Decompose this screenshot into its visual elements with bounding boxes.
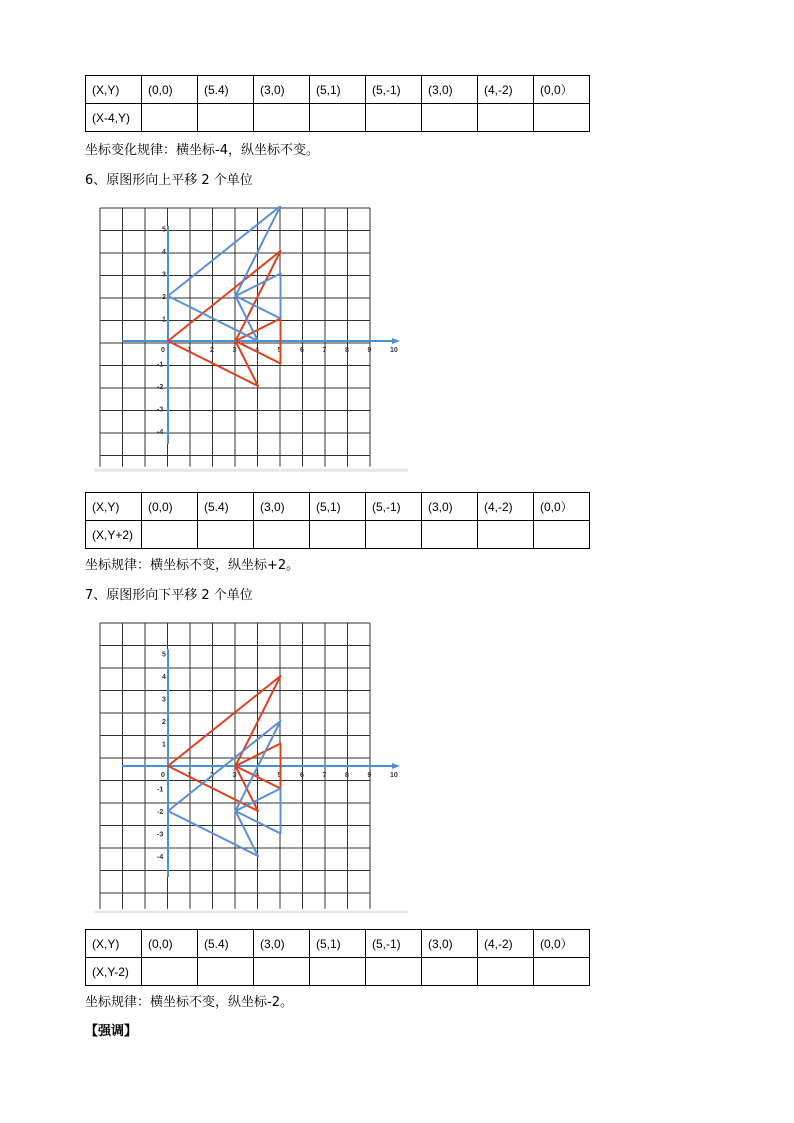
table-cell: (5.4) [198,930,254,958]
x-axis-arrow [392,763,400,769]
y-tick-label: 3 [162,271,166,279]
table-cell: (0,0） [534,493,590,521]
table-cell: (5,1) [310,76,366,104]
x-tick-label: 1 [187,347,192,354]
x-tick-label: 4 [255,347,259,354]
x-tick-label: 2 [210,772,214,779]
rule-text-2: 坐标规律：横坐标不变，纵坐标+2。 [85,558,300,573]
table-cell [198,521,254,549]
table-cell [366,104,422,132]
x-tick-label: 5 [277,772,282,779]
y-tick-label: -1 [157,361,164,369]
table-cell [366,958,422,986]
table-cell: (3,0) [422,930,478,958]
y-tick-label: -2 [157,809,164,816]
y-tick-label: 1 [162,316,166,324]
x-tick-label: 0 [161,347,165,354]
table-cell [310,104,366,132]
table-cell: (0,0) [142,493,198,521]
x-tick-label: 5 [277,347,282,354]
table-cell: (0,0) [142,930,198,958]
x-tick-label: 7 [322,347,327,354]
table-cell: (X,Y) [86,493,142,521]
table-cell [142,958,198,986]
y-tick-label: 5 [162,226,166,234]
table-cell [478,521,534,549]
y-tick-label: 4 [162,249,166,256]
table-cell: (X,Y-2) [86,958,142,986]
y-tick-label: -1 [157,786,164,794]
table-cell [142,104,198,132]
table-cell [422,104,478,132]
table-cell: (3,0) [254,493,310,521]
table-cell: (0,0) [142,76,198,104]
table-cell: (5,1) [310,930,366,958]
table-cell: (3,0) [254,76,310,104]
table-cell: (4,-2) [478,76,534,104]
table-cell [310,521,366,549]
table-cell: (5,-1) [366,76,422,104]
y-tick-label: -2 [157,384,164,391]
heading-6: 6、原图形向上平移 2 个单位 [85,173,253,188]
y-tick-label: -3 [157,831,164,839]
x-tick-label: 4 [255,772,259,779]
x-tick-label: 6 [300,347,304,354]
table-cell: (5.4) [198,76,254,104]
table-cell: (3,0) [422,76,478,104]
table-cell: (4,-2) [478,493,534,521]
x-tick-label: 3 [232,347,237,354]
chart-translate-up [94,206,410,472]
table-cell: (5,-1) [366,930,422,958]
y-tick-label: 5 [162,651,166,659]
table-cell [534,958,590,986]
y-tick-label: 4 [162,674,166,681]
x-tick-label: 9 [367,347,372,354]
coordinate-table-2 [85,492,590,549]
table-cell: (X-4,Y) [86,104,142,132]
rule-text-1: 坐标变化规律：横坐标-4，纵坐标不变。 [85,143,319,158]
heading-7: 7、原图形向下平移 2 个单位 [85,588,253,603]
table-cell: (0,0） [534,76,590,104]
x-axis-arrow [392,338,400,344]
table-row [86,958,590,986]
table-cell [478,104,534,132]
chart-translate-down [94,621,410,913]
x-tick-label: 0 [161,772,165,779]
table-cell [366,521,422,549]
x-tick-label: 9 [367,772,372,779]
table-row [86,521,590,549]
rule-text-3: 坐标规律：横坐标不变，纵坐标-2。 [85,995,293,1010]
y-tick-label: 1 [162,741,166,749]
frame-shadow [94,469,408,472]
x-tick-label: 3 [232,772,237,779]
table-cell [254,958,310,986]
coordinate-table-1 [85,75,590,132]
table-cell: (4,-2) [478,930,534,958]
x-tick-label: 6 [300,772,304,779]
table-cell: (X,Y+2) [86,521,142,549]
x-tick-label: 10 [390,347,398,354]
table-cell: (0,0） [534,930,590,958]
x-tick-label: 10 [390,772,398,779]
table-cell: (X,Y) [86,930,142,958]
y-tick-label: -4 [157,429,164,436]
table-cell [198,104,254,132]
table-cell: (3,0) [422,493,478,521]
y-tick-label: 2 [162,294,166,301]
y-tick-label: 3 [162,696,166,704]
table-cell [478,958,534,986]
table-cell [254,104,310,132]
table-cell [534,521,590,549]
x-tick-label: 2 [210,347,214,354]
x-tick-label: 7 [322,772,327,779]
x-tick-label: 8 [345,347,349,354]
table-cell [198,958,254,986]
table-row [86,104,590,132]
table-row [86,930,590,958]
table-cell: (3,0) [254,930,310,958]
table-cell [534,104,590,132]
y-tick-label: -3 [157,406,164,414]
table-cell [422,521,478,549]
translated-figure-line [168,721,281,856]
original-figure-line [168,676,281,811]
table-cell [422,958,478,986]
table-cell: (X,Y) [86,76,142,104]
y-tick-label: -4 [157,854,164,861]
x-tick-label: 1 [187,772,192,779]
coordinate-table-3 [85,929,590,986]
emphasis-heading: 【强调】 [85,1024,138,1039]
x-tick-label: 8 [345,772,349,779]
table-cell: (5,1) [310,493,366,521]
table-cell [310,958,366,986]
table-cell [142,521,198,549]
table-cell: (5,-1) [366,493,422,521]
table-cell [254,521,310,549]
table-row [86,493,590,521]
frame-shadow [94,911,408,913]
y-tick-label: 2 [162,719,166,726]
table-cell: (5.4) [198,493,254,521]
table-row [86,76,590,104]
